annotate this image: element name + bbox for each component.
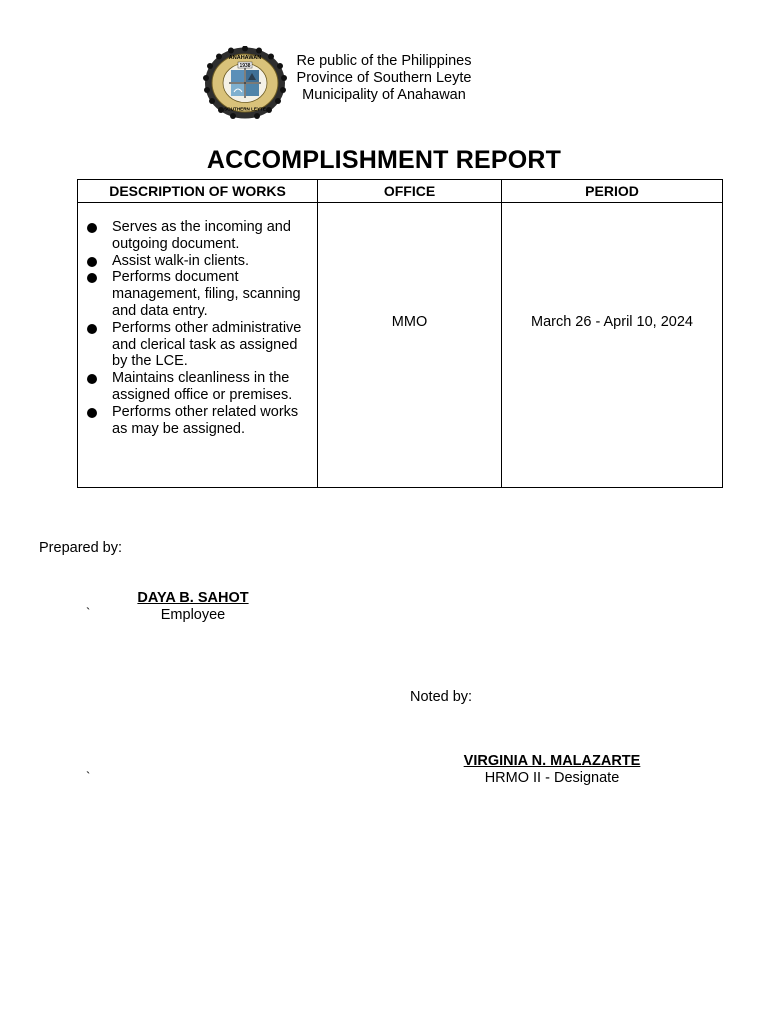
list-item [84, 269, 307, 319]
approver-signature-block [437, 753, 667, 787]
list-item [84, 219, 307, 253]
list-item [84, 253, 307, 270]
letterhead-municipality: Municipality of Anahawan [302, 87, 466, 103]
office-cell: MMO [318, 203, 502, 488]
work-item-text: Performs other related works as may be assigned. [112, 403, 299, 437]
list-item [84, 370, 307, 404]
work-item-text: Serves as the incoming and outgoing document. [112, 219, 291, 252]
letterhead-republic: Re public of the Philippines [296, 53, 472, 69]
letterhead-province: Province of Southern Leyte [296, 70, 472, 86]
stray-mark: ` [86, 605, 91, 620]
municipal-seal-icon [203, 46, 287, 120]
work-item-text: Performs document management, filing, scanning and data entry. [112, 269, 301, 319]
table-row [78, 203, 723, 488]
seal-year: 1938 [239, 63, 251, 69]
employee-name: DAYA B. SAHOT [137, 590, 249, 606]
bullet-icon [87, 374, 97, 384]
description-cell [78, 203, 318, 488]
bullet-icon [87, 257, 97, 267]
report-title: ACCOMPLISHMENT REPORT [206, 146, 562, 174]
column-header-office: OFFICE [318, 180, 502, 203]
list-item [84, 320, 307, 370]
bullet-icon [87, 273, 97, 283]
period-cell: March 26 - April 10, 2024 [502, 203, 723, 488]
column-header-description: DESCRIPTION OF WORKS [78, 180, 318, 203]
works-list [84, 219, 307, 437]
accomplishment-table [77, 179, 723, 488]
letterhead [284, 53, 484, 104]
seal-top-text: ANAHAWAN [228, 55, 262, 61]
work-item-text: Assist walk-in clients. [112, 252, 249, 269]
work-item-text: Performs other administrative and clerical task as assigned by the LCE. [112, 319, 302, 370]
employee-signature-block [113, 590, 273, 624]
approver-role: HRMO II - Designate [484, 770, 620, 786]
list-item [84, 404, 307, 438]
work-item-text: Maintains cleanliness in the assigned office or premises. [112, 370, 293, 403]
approver-name: VIRGINIA N. MALAZARTE [463, 753, 641, 769]
table-header-row [78, 180, 723, 203]
employee-role: Employee [160, 607, 226, 623]
column-header-period: PERIOD [502, 180, 723, 203]
bullet-icon [87, 324, 97, 334]
bullet-icon [87, 223, 97, 233]
stray-mark: ` [86, 769, 91, 784]
noted-by-label: Noted by: [410, 689, 473, 705]
prepared-by-label: Prepared by: [39, 540, 123, 556]
seal-bottom-text: SOUTHERN LEYTE [224, 106, 266, 112]
bullet-icon [87, 408, 97, 418]
